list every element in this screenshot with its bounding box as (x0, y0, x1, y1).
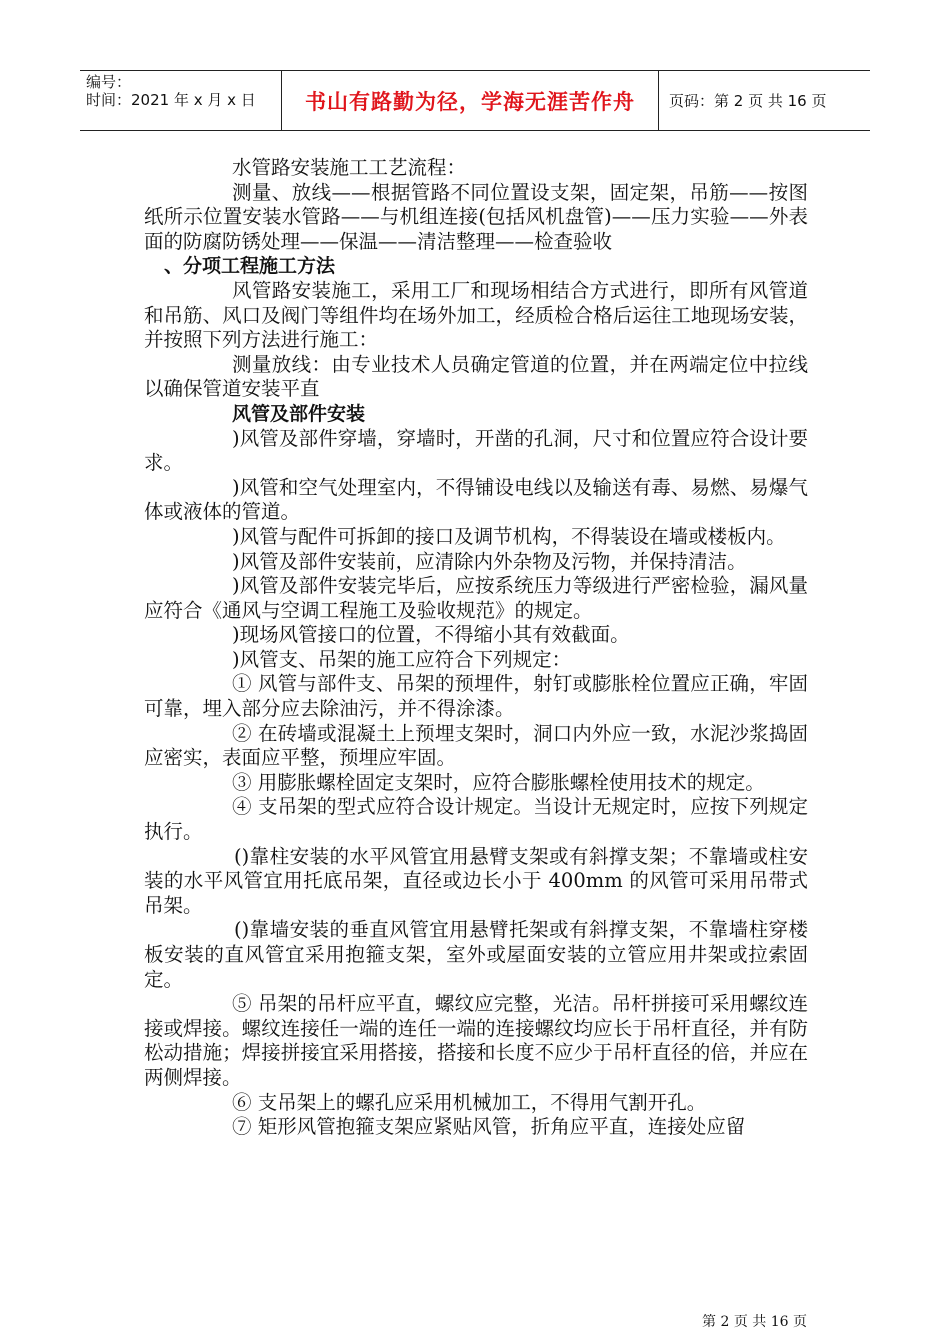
paragraph: 测量放线：由专业技术人员确定管道的位置，并在两端定位中拉线以确保管道安装平直 (144, 352, 808, 401)
paragraph: ② 在砖墙或混凝土上预埋支架时，洞口内外应一致，水泥沙浆捣固应密实，表面应平整，预埋应牢固。 (144, 721, 808, 770)
header-page-info: 页码：第 2 页 共 16 页 (669, 92, 827, 110)
paragraph: )风管与配件可拆卸的接口及调节机构，不得装设在墙或楼板内。 (232, 524, 786, 548)
subsection-heading: 风管及部件安装 (232, 402, 366, 425)
paragraph: )风管及部件穿墙，穿墙时，开凿的孔洞，尺寸和位置应符合设计要求。 (144, 426, 808, 475)
document-body (144, 156, 808, 1140)
section-heading: 、分项工程施工方法 (164, 255, 336, 278)
paragraph: ③ 用膨胀螺栓固定支架时，应符合膨胀螺栓使用技术的规定。 (232, 770, 765, 794)
paragraph: ()靠墙安装的垂直风管宜用悬臂托架或有斜撑支架，不靠墙柱穿楼板安装的直风管宜采用抱箍支架，室外或屋面安装的立管应用井架或拉索固定。 (144, 918, 808, 991)
page-header (80, 70, 870, 131)
paragraph: )风管及部件安装完毕后，应按系统压力等级进行严密检验，漏风量应符合《通风与空调工程施工及验收规范》的规定。 (144, 574, 808, 622)
paragraph: 水管路安装施工工艺流程： (232, 156, 467, 179)
paragraph: )风管及部件安装前，应清除内外杂物及污物，并保持清洁。 (232, 549, 747, 573)
paragraph: ④ 支吊架的型式应符合设计规定。当设计无规定时，应按下列规定执行。 (144, 795, 808, 844)
document-date-label: 时间：2021 年 x 月 x 日 (86, 91, 256, 109)
paragraph: ⑦ 矩形风管抱箍支架应紧贴风管，折角应平直，连接处应留 (232, 1115, 746, 1139)
paragraph: ⑤ 吊架的吊杆应平直，螺纹应完整，光洁。吊杆拼接可采用螺纹连接或焊接。螺纹连接任一端的连任一端的连接螺纹均应长于吊杆直径，并有防松动措施；焊接拼接宜采用搭接，搭接和长度不应少于吊杆直径的倍，并应在两侧焊接。 (144, 992, 808, 1089)
paragraph: 风管路安装施工，采用工厂和现场相结合方式进行，即所有风管道和吊筋、风口及阀门等组件均在场外加工，经质检合格后运往工地现场安装，并按照下列方法进行施工： (144, 278, 808, 352)
document-number-label: 编号： (86, 73, 132, 91)
paragraph: ⑥ 支吊架上的螺孔应采用机械加工，不得用气割开孔。 (232, 1090, 707, 1114)
header-motto: 书山有路勤为径，学海无涯苦作舟 (282, 71, 659, 130)
paragraph: )现场风管接口的位置，不得缩小其有效截面。 (232, 623, 630, 647)
page-footer: 第 2 页 共 16 页 (702, 1314, 807, 1330)
paragraph: )风管支、吊架的施工应符合下列规定： (232, 647, 572, 671)
paragraph: ① 风管与部件支、吊架的预埋件，射钉或膨胀栓位置应正确，牢固可靠，埋入部分应去除油污，并不得涂漆。 (144, 672, 808, 721)
paragraph: )风管和空气处理室内，不得铺设电线以及输送有毒、易燃、易爆气体或液体的管道。 (144, 475, 808, 524)
paragraph: ()靠柱安装的水平风管宜用悬臂支架或有斜撑支架；不靠墙或柱安装的水平风管宜用托底吊架，直径或边长小于 400mm 的风管可采用吊带式吊架。 (144, 844, 808, 917)
header-meta (80, 71, 282, 130)
paragraph: 测量、放线——根据管路不同位置设支架，固定架，吊筋——按图纸所示位置安装水管路——与机组连接(包括风机盘管)——压力实验——外表面的防腐防锈处理——保温——清洁整理——检查验收 (144, 180, 808, 253)
